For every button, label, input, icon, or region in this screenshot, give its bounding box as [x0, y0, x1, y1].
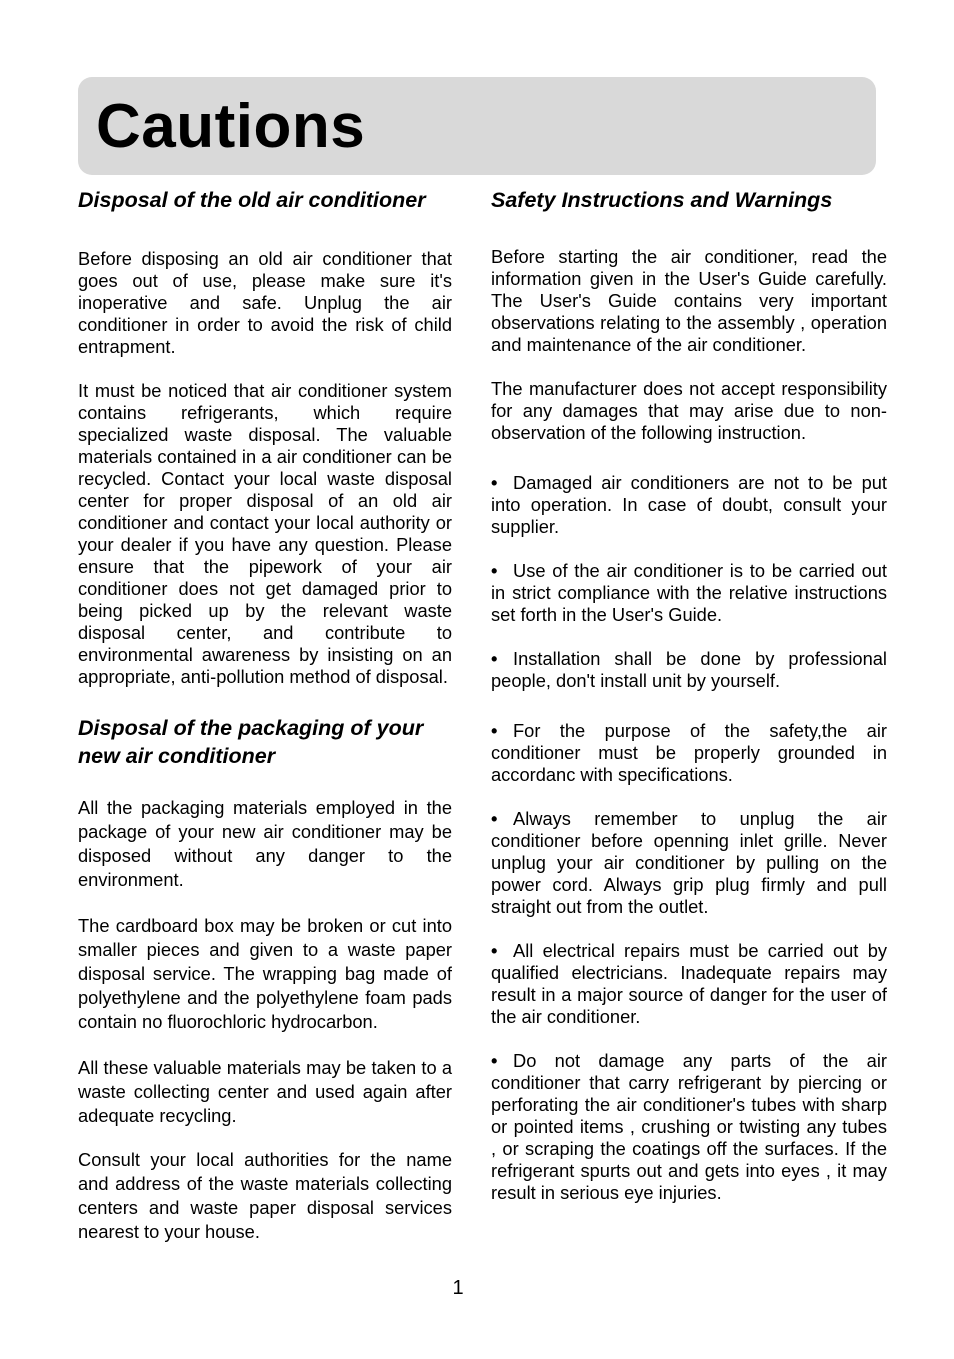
list-item-text: Do not damage any parts of the air conditioner that carry refrigerant by piercing or perforating the air conditioner's tubes with sharp or pointed items , crushing or twisting any tubes , or scraping the coatings off the surfaces. If the refrigerant spurts out and gets into eyes , it may result in serious eye injuries.: [491, 1050, 887, 1203]
list-item: [491, 940, 887, 1028]
list-item: [491, 472, 887, 538]
paragraph: The manufacturer does not accept responsibility for any damages that may arise due to non-observation of the following instruction.: [491, 378, 887, 443]
page-title: Cautions: [96, 92, 366, 161]
left-column: [78, 186, 452, 1244]
paragraph: Consult your local authorities for the name and address of the waste materials collecting centers and waste paper disposal services nearest to your house.: [78, 1149, 452, 1242]
section-heading-packaging-disposal: Disposal of the packaging of your new air conditioner: [78, 716, 424, 768]
bullet-icon: •: [491, 720, 498, 741]
list-item: [491, 560, 887, 626]
bullet-icon: •: [491, 560, 498, 581]
list-item-text: For the purpose of the safety,the air conditioner must be properly grounded in accordanc with specifications.: [491, 720, 887, 785]
bullet-icon: •: [491, 808, 498, 829]
list-item-text: Always remember to unplug the air conditioner before openning inlet grille. Never unplug your air conditioner by pulling on the power cord. Always grip plug firmly and pull straight out from the outlet.: [491, 808, 887, 917]
paragraph: It must be noticed that air conditioner system contains refrigerants, which require specialized waste disposal. The valuable materials contained in a air conditioner can be recycled. Contact your local waste disposal center for proper disposal of an old air conditioner and contact your local authority or your dealer if you have any question. Please ensure that the pipework of your air conditioner does not get damaged prior to being picked up by the relevant waste disposal center, and contribute to environmental awareness by insisting on an appropriate, anti-pollution method of disposal.: [78, 380, 452, 687]
paragraph: All the packaging materials employed in the package of your new air conditioner may be disposed without any danger to the environment.: [78, 797, 452, 890]
bullet-icon: •: [491, 940, 498, 961]
bullet-icon: •: [491, 472, 498, 493]
section-heading-old-ac-disposal: Disposal of the old air conditioner: [78, 188, 426, 212]
title-banner: [78, 77, 876, 175]
section-heading-safety: Safety Instructions and Warnings: [491, 188, 833, 212]
paragraph: Before disposing an old air conditioner that goes out of use, please make sure it's inoperative and safe. Unplug the air conditioner in order to avoid the risk of child entrapment.: [78, 248, 452, 357]
paragraph: All these valuable materials may be taken to a waste collecting center and used again after adequate recycling.: [78, 1057, 452, 1126]
list-item: [491, 1050, 887, 1204]
list-item: [491, 720, 887, 786]
list-item-text: Damaged air conditioners are not to be put into operation. In case of doubt, consult your supplier.: [491, 472, 887, 537]
bullet-icon: •: [491, 648, 498, 669]
paragraph: The cardboard box may be broken or cut into smaller pieces and given to a waste paper disposal service. The wrapping bag made of polyethylene and the polyethylene foam pads contain no fluorochloric hydrocarbon.: [78, 915, 452, 1032]
page-number: 1: [452, 1277, 464, 1299]
list-item: [491, 808, 887, 918]
paragraph: Before starting the air conditioner, read the information given in the User's Guide carefully. The User's Guide contains very important observations relating to the assembly , operation and maintenance of the air conditioner.: [491, 246, 887, 355]
list-item-text: Use of the air conditioner is to be carried out in strict compliance with the relative instructions set forth in the User's Guide.: [491, 560, 887, 625]
right-column: [491, 186, 887, 1204]
list-item-text: Installation shall be done by professional people, don't install unit by yourself.: [491, 648, 887, 691]
bullet-icon: •: [491, 1050, 498, 1071]
list-item-text: All electrical repairs must be carried out by qualified electricians. Inadequate repairs may result in a major source of danger for the user of the air conditioner.: [491, 940, 887, 1027]
list-item: [491, 648, 887, 692]
